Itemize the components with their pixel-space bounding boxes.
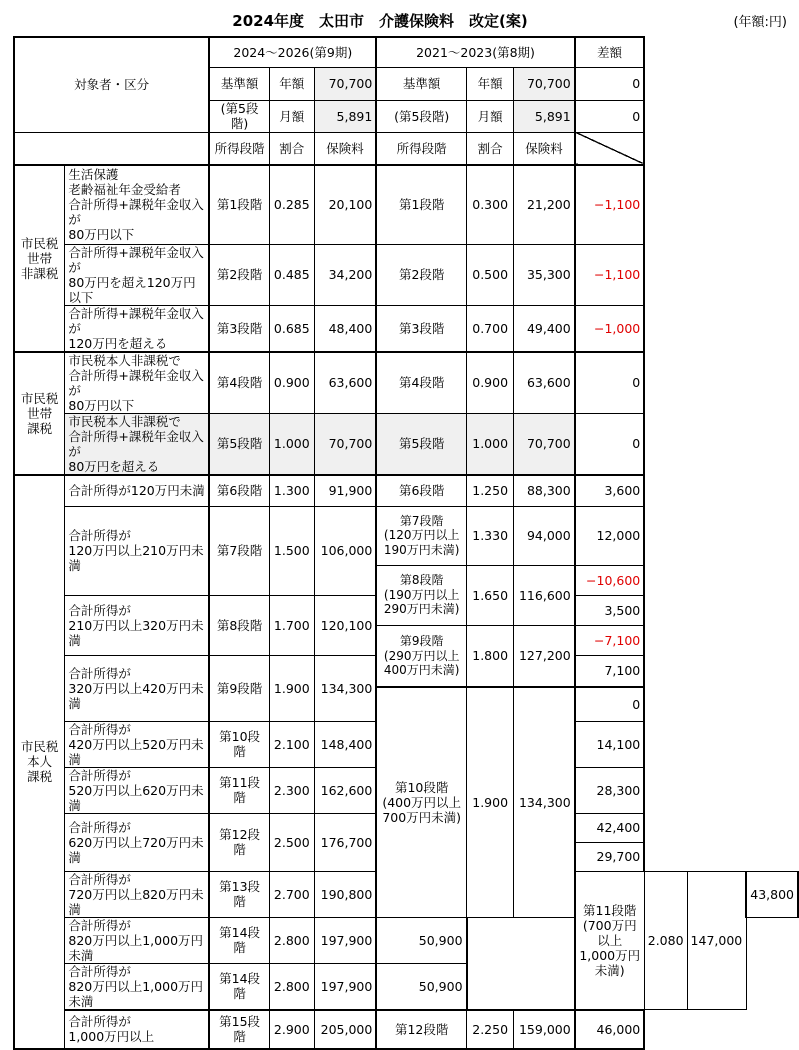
ofee-1: 21,200	[514, 165, 575, 244]
stage-7: 第7段階	[209, 506, 269, 595]
old-ratio-10: 1.900	[467, 687, 514, 917]
fee-12: 176,700	[314, 813, 376, 871]
base-sub: (第5段階)	[209, 100, 269, 132]
diff-14b: 50,900	[376, 963, 466, 1010]
diff-3: −1,000	[575, 305, 645, 352]
ratio-2: 0.485	[269, 244, 314, 305]
base-label: 基準額	[209, 67, 269, 100]
ostage-2: 第2段階	[376, 244, 466, 305]
diff-15: 46,000	[575, 1010, 645, 1049]
stage-3: 第3段階	[209, 305, 269, 352]
ostage-12: 第12段階	[376, 1010, 466, 1049]
diff-annual: 0	[575, 67, 645, 100]
old-stage-9: 第9段階 (290万円以上 400万円未満)	[376, 625, 466, 687]
old-annual-label: 年額	[467, 67, 514, 100]
stage-11: 第11段階	[209, 767, 269, 813]
title-bar	[0, 7, 799, 31]
diff-12a: 42,400	[575, 813, 645, 842]
col-fee: 保険料	[314, 132, 376, 165]
new-period-header: 2024～2026(第9期)	[209, 37, 376, 67]
ratio-14a: 2.800	[269, 917, 314, 963]
diff-12b: 29,700	[575, 842, 645, 871]
diff-5: 0	[575, 413, 645, 475]
oratio-3: 0.700	[467, 305, 514, 352]
ratio-1: 0.285	[269, 165, 314, 244]
cond-4: 市民税本人非課税で 合計所得+課税年金収入が 80万円以下	[65, 352, 209, 414]
fee-2: 34,200	[314, 244, 376, 305]
old-ratio-8: 1.650	[467, 565, 514, 625]
ofee-6: 88,300	[514, 475, 575, 506]
old-fee-7: 94,000	[514, 506, 575, 565]
cond-14a: 合計所得が 820万円以上1,000万円未満	[65, 917, 209, 963]
fee-4: 63,600	[314, 352, 376, 414]
fee-10: 148,400	[314, 721, 376, 767]
premium-table	[13, 36, 799, 1050]
unit-label: (年額:円)	[733, 15, 787, 30]
old-col-stage: 所得段階	[376, 132, 466, 165]
fee-14b: 197,900	[314, 963, 376, 1010]
ratio-15: 2.900	[269, 1010, 314, 1049]
cond-11: 合計所得が 520万円以上620万円未満	[65, 767, 209, 813]
oratio-6: 1.250	[467, 475, 514, 506]
stage-15: 第15段階	[209, 1010, 269, 1049]
diff-8b: 3,500	[575, 595, 645, 625]
cond-9: 合計所得が 320万円以上420万円未満	[65, 655, 209, 721]
fee-8: 120,100	[314, 595, 376, 655]
diff-10a: 0	[575, 687, 645, 721]
ostage-5: 第5段階	[376, 413, 466, 475]
diff-6: 3,600	[575, 475, 645, 506]
ratio-4: 0.900	[269, 352, 314, 414]
stage-10: 第10段階	[209, 721, 269, 767]
ratio-8: 1.700	[269, 595, 314, 655]
old-period-header: 2021～2023(第8期)	[376, 37, 574, 67]
stage-1: 第1段階	[209, 165, 269, 244]
fee-7: 106,000	[314, 506, 376, 595]
oratio-5: 1.000	[467, 413, 514, 475]
ofee-2: 35,300	[514, 244, 575, 305]
diff-11: 28,300	[575, 767, 645, 813]
cond-6: 合計所得が120万円未満	[65, 475, 209, 506]
ostage-4: 第4段階	[376, 352, 466, 414]
fee-1: 20,100	[314, 165, 376, 244]
ofee-3: 49,400	[514, 305, 575, 352]
diff-13: 43,800	[746, 871, 798, 917]
fee-11: 162,600	[314, 767, 376, 813]
cond-15: 合計所得が 1,000万円以上	[65, 1010, 209, 1049]
fee-15: 205,000	[314, 1010, 376, 1049]
old-stage-10: 第10段階 (400万円以上 700万円未満)	[376, 687, 466, 917]
old-ratio-9: 1.800	[467, 625, 514, 687]
old-stage-11: 第11段階 (700万円以上 1,000万円未満)	[575, 871, 645, 1010]
old-monthly-base: 5,891	[514, 100, 575, 132]
target-header: 対象者・区分	[14, 37, 209, 132]
old-stage-7: 第7段階 (120万円以上 190万円未満)	[376, 506, 466, 565]
old-col-fee: 保険料	[514, 132, 575, 165]
ratio-5: 1.000	[269, 413, 314, 475]
stage-8: 第8段階	[209, 595, 269, 655]
ratio-10: 2.100	[269, 721, 314, 767]
diagonal-cell	[575, 132, 645, 165]
old-stage-8: 第8段階 (190万円以上 290万円未満)	[376, 565, 466, 625]
diff-4: 0	[575, 352, 645, 414]
stage-14b: 第14段階	[209, 963, 269, 1010]
cond-1: 生活保護 老齢福祉年金受給者 合計所得+課税年金収入が 80万円以下	[65, 165, 209, 244]
old-fee-11: 147,000	[687, 871, 746, 1010]
old-base-sub: (第5段階)	[376, 100, 466, 132]
old-annual-base: 70,700	[514, 67, 575, 100]
fee-6: 91,900	[314, 475, 376, 506]
stage-14a: 第14段階	[209, 917, 269, 963]
old-fee-8: 116,600	[514, 565, 575, 625]
ofee-4: 63,600	[514, 352, 575, 414]
stage-12: 第12段階	[209, 813, 269, 871]
ratio-14b: 2.800	[269, 963, 314, 1010]
ostage-6: 第6段階	[376, 475, 466, 506]
old-ratio-11: 2.080	[644, 871, 687, 1010]
group-label-1: 市民税 世帯 非課税	[14, 165, 65, 352]
cond-10: 合計所得が 420万円以上520万円未満	[65, 721, 209, 767]
ofee-12: 159,000	[514, 1010, 575, 1049]
ratio-7: 1.500	[269, 506, 314, 595]
cond-8: 合計所得が 210万円以上320万円未満	[65, 595, 209, 655]
ratio-13: 2.700	[269, 871, 314, 917]
stage-6: 第6段階	[209, 475, 269, 506]
col-ratio: 割合	[269, 132, 314, 165]
oratio-1: 0.300	[467, 165, 514, 244]
diff-header: 差額	[575, 37, 645, 67]
new-annual-base: 70,700	[314, 67, 376, 100]
ostage-3: 第3段階	[376, 305, 466, 352]
annual-label: 年額	[269, 67, 314, 100]
diff-10b: 14,100	[575, 721, 645, 767]
cond-13: 合計所得が 720万円以上820万円未満	[65, 871, 209, 917]
group-label-2: 市民税 世帯 課税	[14, 352, 65, 476]
fee-13: 190,800	[314, 871, 376, 917]
ratio-9: 1.900	[269, 655, 314, 721]
oratio-12: 2.250	[467, 1010, 514, 1049]
new-monthly-base: 5,891	[314, 100, 376, 132]
monthly-label: 月額	[269, 100, 314, 132]
blank-header-cell	[14, 132, 209, 165]
old-fee-10: 134,300	[514, 687, 575, 917]
oratio-2: 0.500	[467, 244, 514, 305]
ratio-3: 0.685	[269, 305, 314, 352]
cond-2: 合計所得+課税年金収入が 80万円を超え120万円以下	[65, 244, 209, 305]
cond-5: 市民税本人非課税で 合計所得+課税年金収入が 80万円を超える	[65, 413, 209, 475]
col-stage: 所得段階	[209, 132, 269, 165]
ratio-6: 1.300	[269, 475, 314, 506]
fee-14a: 197,900	[314, 917, 376, 963]
ratio-11: 2.300	[269, 767, 314, 813]
stage-2: 第2段階	[209, 244, 269, 305]
stage-9: 第9段階	[209, 655, 269, 721]
oratio-4: 0.900	[467, 352, 514, 414]
cond-14b: 合計所得が 820万円以上1,000万円未満	[65, 963, 209, 1010]
cond-3: 合計所得+課税年金収入が 120万円を超える	[65, 305, 209, 352]
fee-5: 70,700	[314, 413, 376, 475]
diff-1: −1,100	[575, 165, 645, 244]
old-base-label: 基準額	[376, 67, 466, 100]
stage-4: 第4段階	[209, 352, 269, 414]
group-label-3: 市民税 本人 課税	[14, 475, 65, 1049]
old-monthly-label: 月額	[467, 100, 514, 132]
diff-8a: −10,600	[575, 565, 645, 595]
fee-9: 134,300	[314, 655, 376, 721]
diff-2: −1,100	[575, 244, 645, 305]
page-title: 2024年度 太田市 介護保険料 改定(案)	[232, 12, 528, 30]
fee-3: 48,400	[314, 305, 376, 352]
diff-14a: 50,900	[376, 917, 466, 963]
old-col-ratio: 割合	[467, 132, 514, 165]
diff-9b: 7,100	[575, 655, 645, 687]
ofee-5: 70,700	[514, 413, 575, 475]
cond-7: 合計所得が 120万円以上210万円未満	[65, 506, 209, 595]
old-fee-9: 127,200	[514, 625, 575, 687]
stage-13: 第13段階	[209, 871, 269, 917]
ostage-1: 第1段階	[376, 165, 466, 244]
diff-7: 12,000	[575, 506, 645, 565]
old-ratio-7: 1.330	[467, 506, 514, 565]
cond-12: 合計所得が 620万円以上720万円未満	[65, 813, 209, 871]
ratio-12: 2.500	[269, 813, 314, 871]
stage-5: 第5段階	[209, 413, 269, 475]
diff-9a: −7,100	[575, 625, 645, 655]
diff-monthly: 0	[575, 100, 645, 132]
